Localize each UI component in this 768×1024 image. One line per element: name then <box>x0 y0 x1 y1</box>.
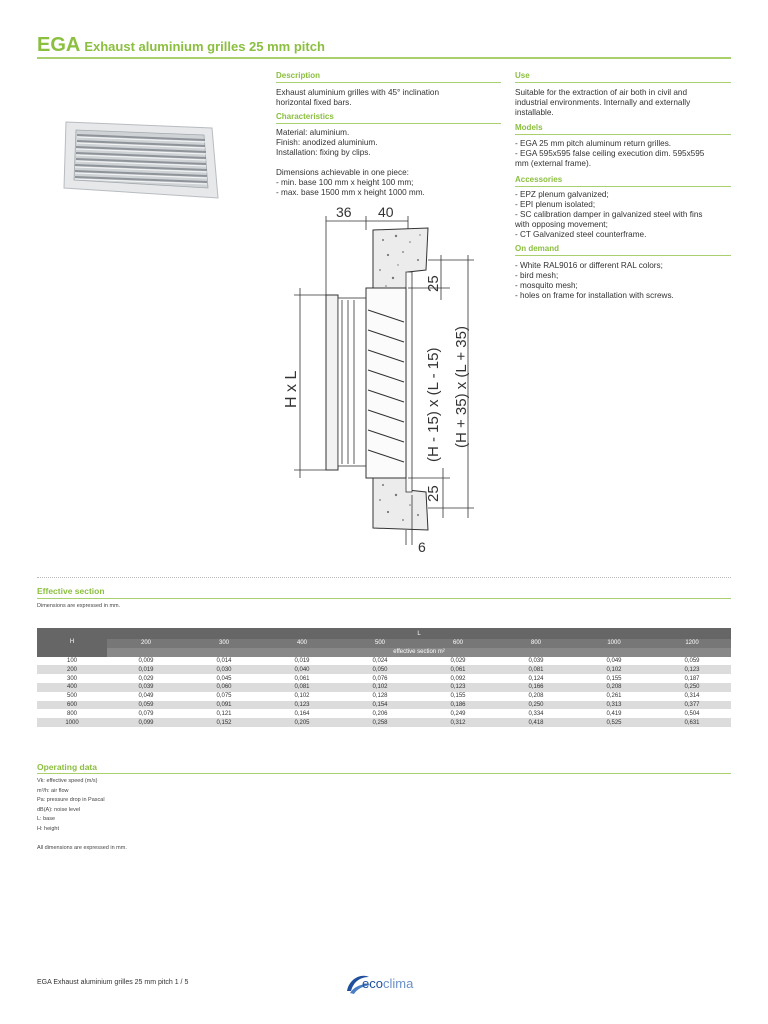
models-rule <box>515 134 731 135</box>
table-cell: 0,250 <box>497 701 575 710</box>
table-cell: 0,164 <box>263 709 341 718</box>
table-cell: 0,102 <box>575 665 653 674</box>
table-cell: 0,123 <box>263 701 341 710</box>
col-header: 300 <box>185 639 263 648</box>
table-cell: 0,019 <box>263 657 341 666</box>
col-header: 600 <box>419 639 497 648</box>
table-cell: 0,377 <box>653 701 731 710</box>
operating-data-legend: Vk: effective speed (m/s) m³/h: air flow Pa: pressure drop in Pascal dB(A): noise level L: base H: height <box>37 778 105 832</box>
table-cell: 0,631 <box>653 718 731 727</box>
row-h-value: 100 <box>37 657 107 666</box>
table-cell: 0,075 <box>185 692 263 701</box>
col-header: 1000 <box>575 639 653 648</box>
row-h-value: 1000 <box>37 718 107 727</box>
accessories-text: - EPZ plenum galvanized; - EPI plenum isolated; - SC calibration damper in galvanized steel with fins with opposing movement; - CT Galvanized steel counterframe. <box>515 190 703 239</box>
outer-dim-label: (H + 35) x (L + 35) <box>453 326 470 448</box>
table-cell: 0,081 <box>263 683 341 692</box>
grille-photo <box>62 118 220 202</box>
table-cell: 0,205 <box>263 718 341 727</box>
table-cell: 0,060 <box>185 683 263 692</box>
use-heading: Use <box>515 71 530 80</box>
table-cell: 0,123 <box>653 665 731 674</box>
table-cell: 0,312 <box>419 718 497 727</box>
accessories-rule <box>515 186 731 187</box>
table-cell: 0,045 <box>185 674 263 683</box>
on-demand-heading: On demand <box>515 244 560 253</box>
table-row <box>37 692 731 701</box>
models-text: - EGA 25 mm pitch aluminum return grilles. - EGA 595x595 false ceiling execution dim. 595x595 mm (external frame). <box>515 139 705 168</box>
table-cell: 0,187 <box>653 674 731 683</box>
table-cell: 0,014 <box>185 657 263 666</box>
table-cell: 0,059 <box>107 701 185 710</box>
table-cell: 0,418 <box>497 718 575 727</box>
col-header: 400 <box>263 639 341 648</box>
effective-section-table <box>37 628 731 727</box>
effective-section-rule <box>37 598 731 599</box>
dim-25-bottom-label: 25 <box>425 485 442 502</box>
table-cell: 0,123 <box>419 683 497 692</box>
row-h-value: 200 <box>37 665 107 674</box>
row-h-value: 400 <box>37 683 107 692</box>
table-cell: 0,081 <box>497 665 575 674</box>
table-cell: 0,249 <box>419 709 497 718</box>
table-cell: 0,024 <box>341 657 419 666</box>
page-title <box>37 34 325 57</box>
table-cell: 0,091 <box>185 701 263 710</box>
table-cell: 0,166 <box>497 683 575 692</box>
table-cell: 0,059 <box>653 657 731 666</box>
table-cell: 0,102 <box>263 692 341 701</box>
col-header: 1200 <box>653 639 731 648</box>
effective-section-heading: Effective section <box>37 586 105 596</box>
table-cell: 0,029 <box>107 674 185 683</box>
dim-6-label: 6 <box>418 539 426 555</box>
col-header: 200 <box>107 639 185 648</box>
models-heading: Models <box>515 123 543 132</box>
table-cell: 0,186 <box>419 701 497 710</box>
table-cell: 0,092 <box>419 674 497 683</box>
table-cell: 0,099 <box>107 718 185 727</box>
table-cell: 0,155 <box>575 674 653 683</box>
row-h-value: 300 <box>37 674 107 683</box>
table-cell: 0,419 <box>575 709 653 718</box>
dim-36-label: 36 <box>336 204 352 220</box>
svg-text:ecoclima: ecoclima <box>362 976 414 991</box>
product-code: EGA <box>37 34 81 56</box>
table-cell: 0,128 <box>341 692 419 701</box>
technical-drawing <box>278 200 514 560</box>
product-name: Exhaust aluminium grilles 25 mm pitch <box>84 39 325 54</box>
footer-text: EGA Exhaust aluminium grilles 25 mm pitch 1 / 5 <box>37 979 189 986</box>
accessories-heading: Accessories <box>515 175 563 184</box>
table-cell: 0,102 <box>341 683 419 692</box>
operating-data-note: All dimensions are expressed in mm. <box>37 845 127 851</box>
table-cell: 0,030 <box>185 665 263 674</box>
table-cell: 0,040 <box>263 665 341 674</box>
table-cell: 0,258 <box>341 718 419 727</box>
use-rule <box>515 82 731 83</box>
row-h-value: 600 <box>37 701 107 710</box>
table-cell: 0,076 <box>341 674 419 683</box>
table-cell: 0,155 <box>419 692 497 701</box>
use-text: Suitable for the extraction of air both in civil and industrial environments. Internally and externally installable. <box>515 88 691 117</box>
on-demand-rule <box>515 255 731 256</box>
hxl-label: H x L <box>283 370 300 408</box>
table-cell: 0,208 <box>497 692 575 701</box>
col-header: 500 <box>341 639 419 648</box>
l-header: L <box>107 628 731 639</box>
table-row <box>37 701 731 710</box>
table-cell: 0,039 <box>497 657 575 666</box>
row-h-value: 800 <box>37 709 107 718</box>
table-cell: 0,019 <box>107 665 185 674</box>
table-cell: 0,334 <box>497 709 575 718</box>
table-cell: 0,079 <box>107 709 185 718</box>
table-row <box>37 665 731 674</box>
table-cell: 0,039 <box>107 683 185 692</box>
table-cell: 0,154 <box>341 701 419 710</box>
table-cell: 0,009 <box>107 657 185 666</box>
on-demand-text: - White RAL9016 or different RAL colors; - bird mesh; - mosquito mesh; - holes on frame for installation with screws. <box>515 261 674 300</box>
table-cell: 0,314 <box>653 692 731 701</box>
inner-dim-label: (H - 15) x (L - 15) <box>425 347 442 462</box>
col-header: 800 <box>497 639 575 648</box>
description-text: Exhaust aluminium grilles with 45° inclination horizontal fixed bars. <box>276 88 440 107</box>
table-cell: 0,029 <box>419 657 497 666</box>
table-cell: 0,250 <box>653 683 731 692</box>
table-row <box>37 657 731 666</box>
table-row <box>37 718 731 727</box>
operating-data-heading: Operating data <box>37 762 97 772</box>
description-heading: Description <box>276 71 321 80</box>
title-rule <box>37 57 731 59</box>
table-cell: 0,121 <box>185 709 263 718</box>
section-divider <box>37 577 731 578</box>
table-cell: 0,061 <box>263 674 341 683</box>
operating-data-rule <box>37 773 731 774</box>
table-cell: 0,050 <box>341 665 419 674</box>
h-header: H <box>37 628 107 657</box>
table-cell: 0,206 <box>341 709 419 718</box>
table-row <box>37 709 731 718</box>
characteristics-rule <box>276 123 501 124</box>
table-cell: 0,504 <box>653 709 731 718</box>
effective-section-note: Dimensions are expressed in mm. <box>37 603 121 609</box>
characteristics-heading: Characteristics <box>276 112 334 121</box>
table-cell: 0,049 <box>575 657 653 666</box>
table-cell: 0,061 <box>419 665 497 674</box>
unit-header: effective section m² <box>107 648 731 657</box>
characteristics-text: Material: aluminium. Finish: anodized aluminium. Installation: fixing by clips. Dimensions achievable in one piece: - min. base 100 mm x height 100 mm; - max. base 1500 mm x height 1000 mm. <box>276 128 425 197</box>
description-rule <box>276 82 501 83</box>
table-cell: 0,313 <box>575 701 653 710</box>
dim-40-label: 40 <box>378 204 394 220</box>
table-cell: 0,261 <box>575 692 653 701</box>
table-cell: 0,124 <box>497 674 575 683</box>
ecoclima-logo <box>345 971 425 995</box>
table-cell: 0,152 <box>185 718 263 727</box>
row-h-value: 500 <box>37 692 107 701</box>
dim-25-top-label: 25 <box>425 275 442 292</box>
table-row <box>37 674 731 683</box>
table-row <box>37 683 731 692</box>
table-cell: 0,525 <box>575 718 653 727</box>
table-cell: 0,049 <box>107 692 185 701</box>
table-cell: 0,208 <box>575 683 653 692</box>
